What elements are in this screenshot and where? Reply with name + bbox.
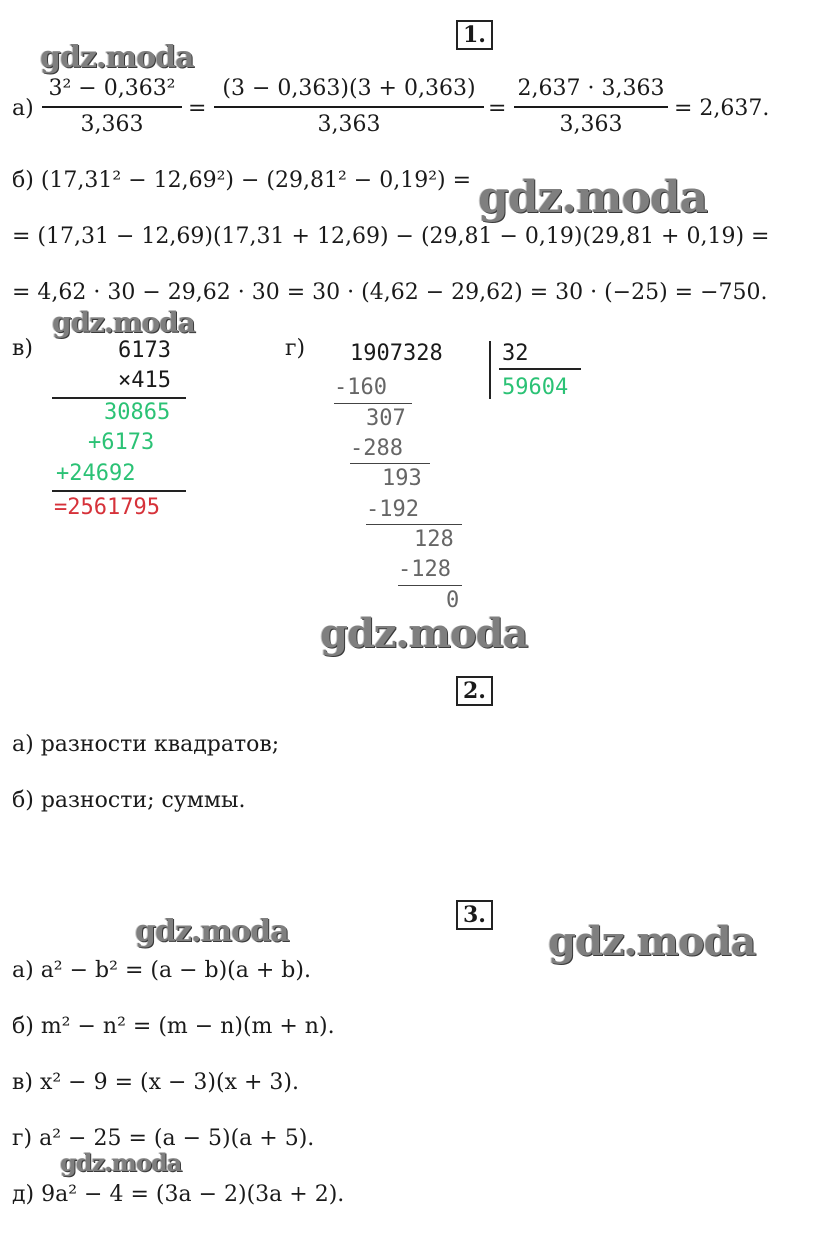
sum-rule [52,490,186,492]
multiplicand: 6173 [118,338,171,363]
multiplication-rule [52,397,186,399]
fraction-3-denominator: 3,363 [559,112,623,137]
answer-2b: б) разности; суммы. [12,788,246,813]
equals-sign: = [488,96,507,121]
fraction-2-numerator: (3 − 0,363)(3 + 0,363) [222,76,476,101]
division-step-rule [350,463,430,464]
fraction-3-numerator: 2,637 · 3,363 [517,76,665,101]
expression-b-line-1: б) (17,31² − 12,69²) − (29,81² − 0,19²) = [12,168,472,193]
watermark: gdz.moda [320,610,528,657]
division-step: 0 [446,588,460,613]
division-step-rule [398,585,462,586]
watermark: gdz.moda [60,1148,182,1177]
identity-g: г) a² − 25 = (a − 5)(a + 5). [12,1126,315,1151]
identity-v: в) x² − 9 = (x − 3)(x + 3). [12,1070,299,1095]
division-step: 128 [414,527,454,552]
section-2-number: 2. [456,676,493,706]
watermark: gdz.moda [548,918,756,965]
fraction-1-denominator: 3,363 [80,112,144,137]
dividend: 1907328 [350,341,443,366]
fraction-1-numerator: 3² − 0,363² [48,76,176,101]
fraction-2 [214,74,484,140]
section-1-number: 1. [456,20,493,50]
item-label-g: г) [285,336,306,361]
watermark: gdz.moda [52,306,195,339]
division-step: -192 [366,497,419,522]
partial-product-1: 30865 [104,400,171,425]
quotient: 59604 [502,375,569,400]
identity-b: б) m² − n² = (m − n)(m + n). [12,1014,335,1039]
division-step: -128 [398,557,451,582]
division-step-rule [366,524,462,525]
division-step: -288 [350,436,403,461]
fraction-1 [42,74,182,140]
product-result: =2561795 [54,495,160,520]
watermark: gdz.moda [40,40,194,75]
fraction-3 [514,74,668,140]
multiplier: ×415 [118,368,171,393]
division-step: -160 [334,375,387,400]
partial-product-3: +24692 [56,461,136,486]
division-step: 193 [382,466,422,491]
section-3-number: 3. [456,900,493,930]
answer-2a: а) разности квадратов; [12,732,280,757]
equals-sign: = [188,96,207,121]
expression-b-line-3: = 4,62 · 30 − 29,62 · 30 = 30 · (4,62 − 29,62) = 30 · (−25) = −750. [12,280,768,305]
identity-a: а) a² − b² = (a − b)(a + b). [12,958,311,983]
result-a: = 2,637. [674,96,770,121]
division-step: 307 [366,406,406,431]
partial-product-2: +6173 [88,430,155,455]
item-label-a: а) [12,96,34,121]
item-label-v: в) [12,336,33,361]
divisor-rule [499,368,581,370]
watermark: gdz.moda [478,172,708,223]
divisor: 32 [502,341,529,366]
identity-d: д) 9a² − 4 = (3a − 2)(3a + 2). [12,1182,345,1207]
expression-b-line-2: = (17,31 − 12,69)(17,31 + 12,69) − (29,81 − 0,19)(29,81 + 0,19) = [12,224,770,249]
fraction-2-denominator: 3,363 [317,112,381,137]
division-step-rule [334,403,412,404]
watermark: gdz.moda [135,914,289,949]
division-bar [489,341,491,399]
